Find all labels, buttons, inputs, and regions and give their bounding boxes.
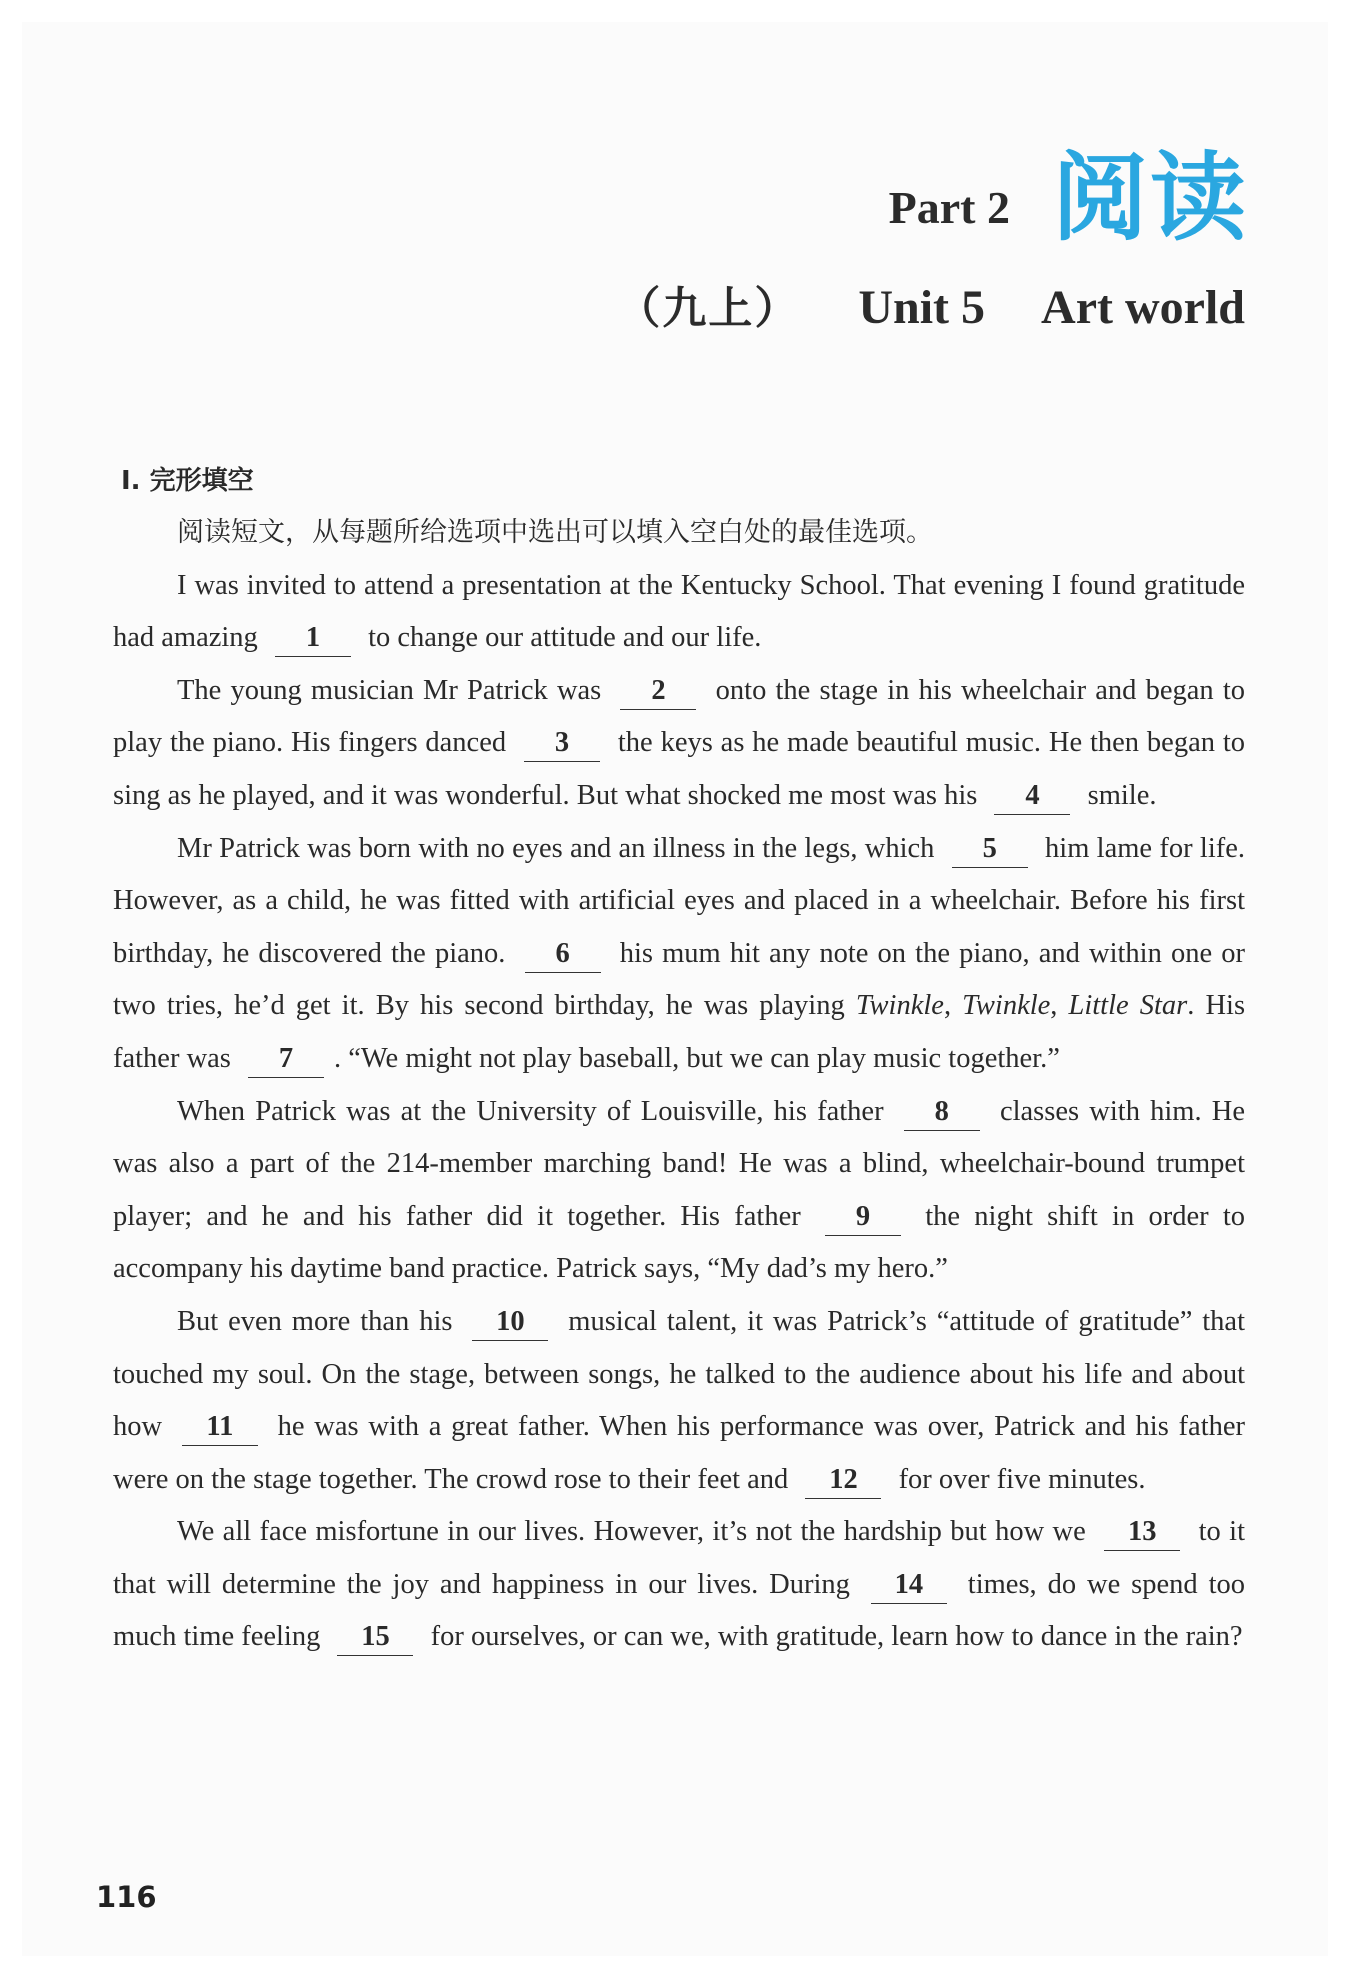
song-title-word: Little Star	[1068, 990, 1188, 1022]
section-title: 阅读	[1052, 142, 1248, 254]
page-number: 116	[96, 1880, 157, 1914]
passage-text: When Patrick was at the University of Louisville, his father	[177, 1095, 884, 1127]
passage-paragraph-6	[113, 1506, 1245, 1664]
exercise-heading: Ⅰ. 完形填空	[121, 466, 254, 496]
unit-title: Art world	[1041, 281, 1245, 334]
passage-text: him lame for life. However, as a child, he was fitted with artificial eyes and placed in a wheelchair. Before his first birthday, he discovered the piano.	[113, 832, 1246, 969]
exercise-content	[113, 455, 1245, 1664]
passage-paragraph-1	[113, 560, 1245, 665]
passage-text: the night shift in order to accompany his daytime band practice. Patrick says, “My dad’s my hero.”	[113, 1200, 1246, 1285]
passage-text: smile.	[1087, 779, 1157, 811]
blank-12: 12	[805, 1462, 881, 1499]
passage-text: The young musician Mr Patrick was	[177, 674, 602, 706]
blank-8: 8	[904, 1094, 980, 1131]
passage-text: his mum hit any note on the piano, and within one or two tries, he’d get it. By his second birthday, he was playing	[113, 937, 1245, 1022]
passage-text: the keys as he made beautiful music. He then began to sing as he played, and it was wonderful. But what shocked me most was his	[113, 727, 1246, 811]
blank-2: 2	[620, 673, 696, 710]
part-heading	[888, 142, 1248, 254]
passage-text: times, do we spend too much time feeling	[113, 1568, 1246, 1653]
passage-text: for ourselves, or can we, with gratitude, learn how to dance in the rain?	[430, 1621, 1243, 1653]
unit-number: Unit 5	[858, 281, 986, 334]
passage-text: musical talent, it was Patrick’s “attitude of gratitude” that touched my soul. On the stage, between songs, he talked to the audience about his life and about how	[113, 1305, 1245, 1443]
song-title-word: Twinkle	[962, 990, 1051, 1022]
passage-text: onto the stage in his wheelchair and began to play the piano. His fingers danced	[113, 674, 1245, 759]
blank-14: 14	[871, 1567, 947, 1604]
blank-10: 10	[472, 1304, 548, 1341]
passage-paragraph-4	[113, 1086, 1245, 1296]
passage-text: for over five minutes.	[898, 1463, 1146, 1495]
song-title-word: Twinkle	[855, 990, 944, 1022]
passage-text: . “We might not play baseball, but we can play music together.”	[334, 1042, 1060, 1074]
exercise-instruction: 阅读短文，从每题所给选项中选出可以填入空白处的最佳选项。	[177, 517, 933, 548]
blank-4: 4	[994, 778, 1070, 815]
blank-6: 6	[525, 936, 601, 973]
blank-5: 5	[952, 831, 1028, 868]
passage-text: he was with a great father. When his performance was over, Patrick and his father were on the stage together. The crowd rose to their feet and	[113, 1411, 1246, 1495]
passage-text: to it that will determine the joy and happiness in our lives. During	[113, 1516, 1245, 1600]
passage-paragraph-5	[113, 1296, 1245, 1506]
blank-11: 11	[182, 1409, 258, 1446]
passage-text: to change our attitude and our life.	[368, 622, 762, 654]
passage-text: But even more than his	[177, 1305, 453, 1337]
song-title-separator: ,	[1050, 990, 1058, 1022]
blank-15: 15	[337, 1619, 413, 1656]
blank-7: 7	[248, 1041, 324, 1078]
passage-text: Mr Patrick was born with no eyes and an illness in the legs, which	[177, 832, 935, 864]
blank-1: 1	[275, 620, 351, 657]
blank-3: 3	[524, 725, 600, 762]
passage-text: We all face misfortune in our lives. However, it’s not the hardship but how we	[177, 1516, 1086, 1548]
blank-13: 13	[1104, 1514, 1180, 1551]
song-title-separator: ,	[943, 990, 952, 1022]
unit-heading	[616, 272, 1245, 336]
blank-9: 9	[825, 1199, 901, 1236]
passage-paragraph-3	[113, 823, 1245, 1086]
passage-text: . His father was	[113, 990, 1246, 1074]
passage-paragraph-2	[113, 665, 1245, 823]
part-label: Part 2	[888, 182, 1010, 233]
passage-text: I was invited to attend a presentation at the Kentucky School. That evening I found gratitude had amazing	[113, 569, 1245, 654]
grade-label: （九上）	[616, 283, 801, 334]
passage-text: classes with him. He was also a part of the 214-member marching band! He was a blind, wheelchair-bound trumpet player; and he and his father did it together. His father	[113, 1095, 1245, 1232]
